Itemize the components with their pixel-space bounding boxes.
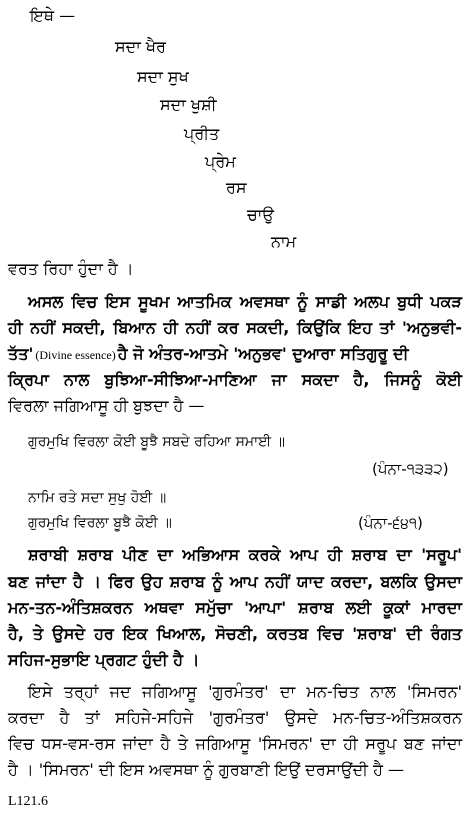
para2-line-3: ਮਨ-ਤਨ-ਅੰਤਿਸ਼ਕਰਨ ਅਥਵਾ ਸਮੁੱਚਾ 'ਆਪਾ' ਸ਼ਰਾਬ ਲਈ ਕੂਕਾਂ ਮਾਰਦਾ [8, 598, 462, 617]
para1-line-3-start: ਤੱਤ' [8, 344, 34, 363]
english-gloss: (Divine essence) [35, 348, 116, 362]
para1-line-5: ਵਿਰਲਾ ਜਗਿਆਸੂ ਹੀ ਬੁਝਦਾ ਹੈ — [8, 396, 205, 415]
quote1-line: ਗੁਰਮੁਖਿ ਵਿਰਲਾ ਕੋਈ ਬੂਝੈ ਸਬਦੇ ਰਹਿਆ ਸਮਾਈ ॥ [28, 434, 285, 450]
quote2-line-1: ਨਾਮਿ ਰਤੇ ਸਦਾ ਸੁਖੁ ਹੋਈ ॥ [28, 490, 167, 506]
cascade-line-2: ਸਦਾ ਸੁਖ [137, 67, 189, 86]
para3-line-3: ਵਿਚ ਧਸ-ਵਸ-ਰਸ ਜਾਂਦਾ ਹੈ ਤੇ ਜਗਿਆਸੂ 'ਸਿਮਰਨ' ਦਾ ਹੀ ਸਰੂਪ ਬਣ ਜਾਂਦਾ [8, 734, 462, 753]
cascade-line-7: ਚਾਉ [247, 205, 274, 224]
quote2-line-2: ਗੁਰਮੁਖਿ ਵਿਰਲਾ ਬੂਝੈ ਕੋਈ ॥ [28, 515, 172, 531]
para2-line-2: ਬਣ ਜਾਂਦਾ ਹੈ । ਫਿਰ ਉਹ ਸ਼ਰਾਬ ਨੂੰ ਆਪ ਨਹੀਂ ਯਾਦ ਕਰਦਾ, ਬਲਕਿ ਉਸਦਾ [8, 572, 462, 591]
para3-line-1: ਇਸੇ ਤਰ੍ਹਾਂ ਜਦ ਜਗਿਆਸੂ 'ਗੁਰਮੰਤਰ' ਦਾ ਮਨ-ਚਿਤ ਨਾਲ 'ਸਿਮਰਨ' [28, 682, 462, 701]
cascade-line-3: ਸਦਾ ਖੁਸ਼ੀ [160, 95, 217, 114]
para1-line-1: ਅਸਲ ਵਿਚ ਇਸ ਸੂਖਮ ਆਤਮਿਕ ਅਵਸਥਾ ਨੂੰ ਸਾਡੀ ਅਲਪ ਬੁਧੀ ਪਕੜ [28, 292, 462, 311]
cascade-line-8: ਨਾਮ [271, 232, 297, 251]
para1-line-3 [8, 344, 409, 365]
footer-code: L121.6 [8, 794, 49, 809]
quote1-source: (ਪੰਨਾ-੧੩੩੨) [372, 460, 449, 478]
cascade-line-5: ਪ੍ਰੇਮ [205, 152, 236, 171]
opening-line: ਇਥੇ — [30, 6, 76, 25]
para2-line-1: ਸ਼ਰਾਬੀ ਸ਼ਰਾਬ ਪੀਣ ਦਾ ਅਭਿਆਸ ਕਰਕੇ ਆਪ ਹੀ ਸ਼ਰਾਬ ਦਾ 'ਸਰੂਪ' [28, 545, 462, 564]
para1-line-2: ਹੀ ਨਹੀਂ ਸਕਦੀ, ਬਿਆਨ ਹੀ ਨਹੀਂ ਕਰ ਸਕਦੀ, ਕਿਉਂਕਿ ਇਹ ਤਾਂ 'ਅਨੁਭਵੀ- [8, 318, 462, 337]
para2-line-4: ਹੈ, ਤੇ ਉਸਦੇ ਹਰ ਇਕ ਖਿਆਲ, ਸੋਚਣੀ, ਕਰਤਬ ਵਿਚ 'ਸ਼ਰਾਬ' ਦੀ ਰੰਗਤ [8, 624, 462, 643]
cascade-line-1: ਸਦਾ ਖੈਰ [115, 37, 166, 56]
quote2-source: (ਪੰਨਾ-੬੪੧) [358, 514, 423, 532]
para2-line-5: ਸਹਿਜ-ਸੁਭਾਇ ਪ੍ਰਗਟ ਹੁੰਦੀ ਹੈ । [8, 650, 200, 669]
para3-line-2: ਕਰਦਾ ਹੈ ਤਾਂ ਸਹਿਜੇ-ਸਹਿਜੇ 'ਗੁਰਮੰਤਰ' ਉਸਦੇ ਮਨ-ਚਿਤ-ਅੰਤਿਸ਼ਕਰਨ [8, 708, 462, 727]
after-cascade-line: ਵਰਤ ਰਿਹਾ ਹੁੰਦਾ ਹੈ । [8, 259, 134, 278]
para1-line-4: ਕ੍ਰਿਪਾ ਨਾਲ ਬੁਝਿਆ-ਸੀਝਿਆ-ਮਾਣਿਆ ਜਾ ਸਕਦਾ ਹੈ, ਜਿਸਨੂੰ ਕੋਈ [8, 370, 462, 389]
cascade-line-4: ਪ੍ਰੀਤ [184, 124, 220, 143]
para1-line-3-end: ਹੈ ਜੋ ਅੰਤਰ-ਆਤਮੇ 'ਅਨੁਭਵ' ਦੁਆਰਾ ਸਤਿਗੁਰੂ ਦੀ [117, 344, 409, 363]
cascade-line-6: ਰਸ [226, 178, 247, 197]
para3-line-4: ਹੈ । 'ਸਿਮਰਨ' ਦੀ ਇਸ ਅਵਸਥਾ ਨੂੰ ਗੁਰਬਾਣੀ ਇਉਂ ਦਰਸਾਉਂਦੀ ਹੈ — [8, 760, 404, 779]
